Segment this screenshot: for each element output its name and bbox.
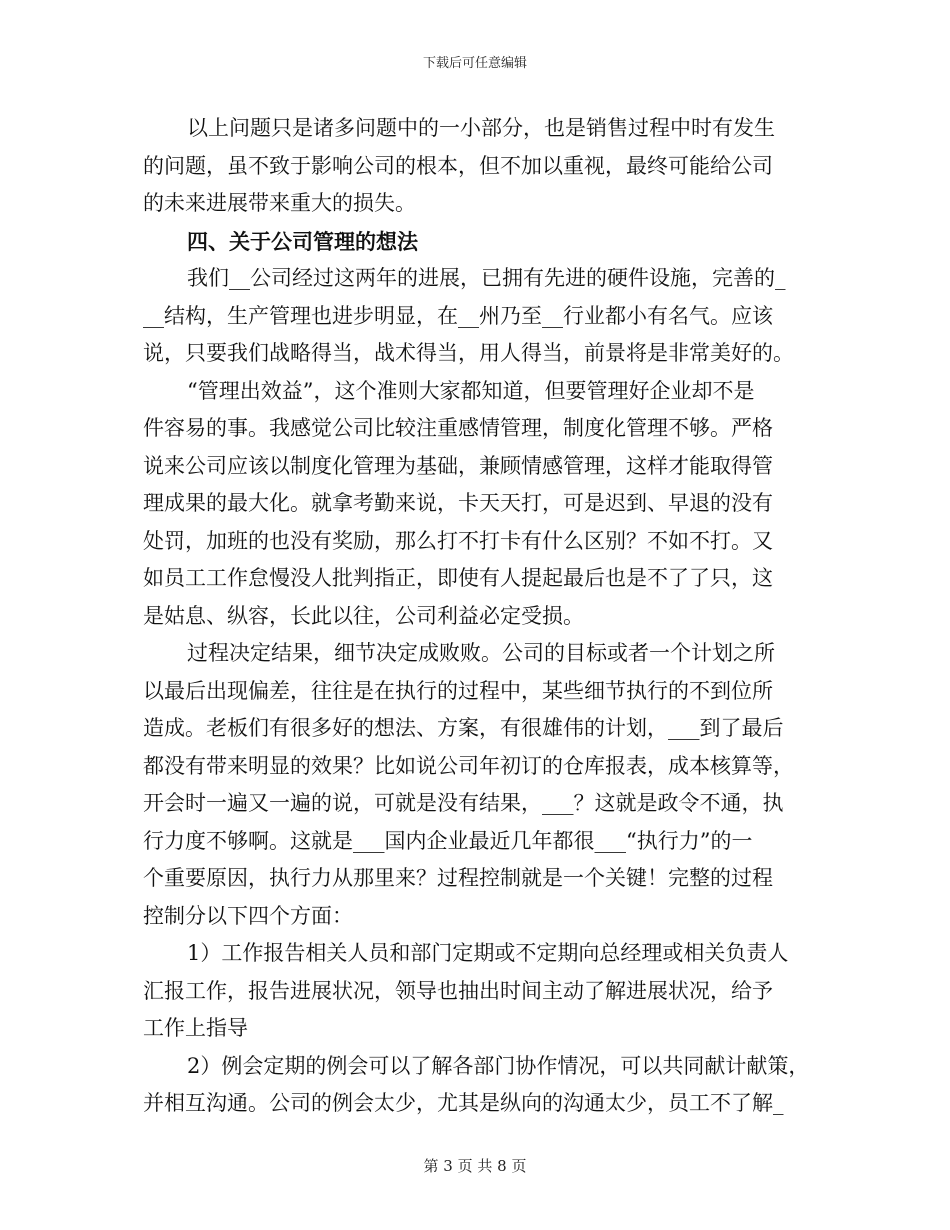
text-line: 说，只要我们战略得当，战术得当，用人得当，前景将是非常美好的。 xyxy=(143,341,794,365)
text-line: 如员工工作怠慢没人批判指正，即使有人提起最后也是不了了只，这 xyxy=(143,566,773,590)
text-line: __结构，生产管理也进步明显，在__州乃至__行业都小有名气。应该 xyxy=(143,303,773,328)
text-line: 的未来进展带来重大的损失。 xyxy=(143,191,416,215)
text-line: 工作上指导 xyxy=(143,1016,248,1040)
text-line: 个重要原因，执行力从那里来？过程控制就是一个关键！完整的过程 xyxy=(143,866,773,890)
text-line: 是姑息、纵容，长此以往，公司利益必定受损。 xyxy=(143,603,584,628)
text-line: 过程决定结果，细节决定成败败。公司的目标或者一个计划之所 xyxy=(187,641,775,665)
text-line: 2）例会定期的例会可以了解各部门协作情况，可以共同献计献策， xyxy=(187,1053,810,1078)
text-line: 造成。老板们有很多好的想法、方案，有很雄伟的计划，___到了最后 xyxy=(143,716,784,740)
text-line: “管理出效益”，这个准则大家都知道，但要管理好企业却不是 xyxy=(187,378,755,403)
text-line: 1）工作报告相关人员和部门定期或不定期向总经理或相关负责人 xyxy=(187,941,789,965)
header-note: 下载后可任意编辑 xyxy=(422,56,527,71)
text-line: 控制分以下四个方面： xyxy=(143,903,353,928)
text-line: 以最后出现偏差，往往是在执行的过程中，某些细节执行的不到位所 xyxy=(143,678,773,703)
text-line: 并相互沟通。公司的例会太少，尤其是纵向的沟通太少，员工不了解_ xyxy=(143,1091,784,1115)
page-number: 第 3 页 共 8 页 xyxy=(423,1157,527,1175)
text-line: 的问题，虽不致于影响公司的根本，但不加以重视，最终可能给公司 xyxy=(143,153,773,178)
text-line: 都没有带来明显的效果？比如说公司年初订的仓库报表，成本核算等， xyxy=(143,753,794,778)
text-line: 我们__公司经过这两年的进展，已拥有先进的硬件设施，完善的_ xyxy=(187,266,786,290)
text-line: 汇报工作，报告进展状况，领导也抽出时间主动了解进展状况，给予 xyxy=(143,978,773,1003)
text-line: 开会时一遍又一遍的说，可就是没有结果，___？这就是政令不通，执 xyxy=(143,791,784,815)
text-line: 行力度不够啊。这就是___国内企业最近几年都很___“执行力”的一 xyxy=(143,828,753,853)
text-line: 理成果的最大化。就拿考勤来说，卡天天打，可是迟到、早退的没有 xyxy=(143,491,773,515)
text-line: 以上问题只是诸多问题中的一小部分，也是销售过程中时有发生 xyxy=(187,116,775,140)
document-body xyxy=(143,110,813,1123)
section-heading: 四、关于公司管理的想法 xyxy=(187,228,418,254)
text-line: 件容易的事。我感觉公司比较注重感情管理，制度化管理不够。严格 xyxy=(143,416,773,440)
text-line: 说来公司应该以制度化管理为基础，兼顾情感管理，这样才能取得管 xyxy=(143,453,773,478)
text-line: 处罚，加班的也没有奖励，那么打不打卡有什么区别？不如不打。又 xyxy=(143,528,773,553)
